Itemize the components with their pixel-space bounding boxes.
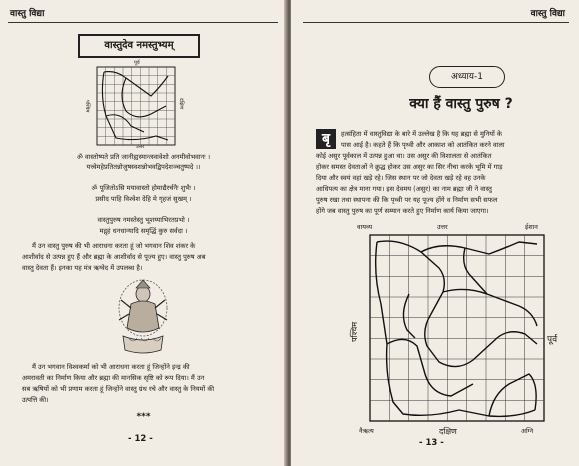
left-para1-line-2: आशीर्वाद से उत्पन्न हुए हैं और ब्रह्मा के आशीर्वाद से पूज्य हुए। वास्तु पुरुष अब [22,253,206,261]
left-page [0,0,287,466]
left-running-header: वास्तु विद्या [10,9,45,19]
right-para-line-7: पुरुष रखा तथा स्थापना की कि पृथ्वी पर यह पूज्य होंगे व निर्माण सभी सफल [316,196,498,204]
right-para-line-1: हत्संहिता में वास्तुविद्या के बारे में उल्लेख है कि यह ब्रह्मा से मुनियों के [341,130,502,138]
label-vayavya: वायव्य [357,223,373,231]
right-para-line-3: कोई असुर पूर्वकाल में उत्पन्न हुआ था। उस असुर की विशालता से आतंकित [316,152,492,160]
right-para-line-8: होंगे जब वास्तु पुरुष का पूर्ण सम्मान करते हुए निर्माण कार्य किया जाएगा। [316,207,489,215]
left-para1-line-3: वास्तु देवता हैं। इनका यह मंत्र ऋग्वेद में उपलब्ध है। [22,264,143,272]
mini-vastu-grid [96,66,176,146]
label-uttar: उत्तर [437,223,448,231]
right-para-line-5: दिया और स्वयं वहां खड़े रहे। जिस स्थान पर जो देवता खड़े रहे वह उनके [316,174,486,182]
asterisks: *** [136,412,151,422]
left-para2-line-1: मैं उन भगवान विश्वकर्मा को भी आराधना करता हूं जिन्होंने इन्द्र की [32,363,190,371]
left-para2-line-3: सब ऋषियों को भी प्रणाम करता हूं जिन्होंने वास्तु ग्रंथ रचे और वास्तु के नियमों की [22,385,215,393]
mini-label-top: पूर्व [134,60,140,66]
right-para-line-6: आधिपत्य का क्षेत्र माना गया। इस देवमय (असुर) का नाम ब्रह्मा जी ने वास्तु [316,185,492,193]
mantra-line-1: ॐ वास्तोष्पते प्रति जानीह्यस्मान्त्स्वावेशो अनमीवोभवानः । [76,153,211,161]
mini-label-bottom: उत्तर [136,144,145,150]
right-page [291,0,579,466]
right-page-number: - 13 - [419,438,444,448]
mantra-line-3: ॐ पूजितोऽसि मयावास्तो होमाद्यैरर्चनैः शुभैः । [91,184,196,192]
right-header-rule [303,22,569,23]
box-title: वास्तुदेव नमस्तुभ्यम् [78,34,200,58]
mantra-line-6: मद्गृहं धनधान्यादि समृद्धिं कुरु सर्वदा । [99,227,188,235]
drop-cap: बृ [316,129,336,149]
label-agni: अग्नि [521,427,534,435]
left-para2-line-4: उत्पत्ति की। [22,396,49,404]
deity-illustration [115,278,171,358]
vastu-purusha-grid [369,234,545,422]
mantra-line-2: यत्त्वेमहेप्रतितन्नोजुषस्वशन्नोभवद्विपदेशञ्चतुष्पदे ।। [86,163,201,171]
label-nairitya: नैऋत्य [359,427,374,435]
label-ishan: ईशान [525,223,538,231]
mantra-line-4: प्रसीद पाहि विश्वेश देहि मे गृहजं सुखम् । [95,195,192,203]
mini-label-left: पश्चिम [84,100,90,113]
label-dakshin: दक्षिण [439,427,457,436]
label-purva: पूर्व [547,335,558,345]
right-para-line-4: होकर समस्त देवताओं ने क्रुद्ध होकर उस असुर का सिर नीचा करके भूमि में गाड़ [316,163,503,171]
left-page-number: - 12 - [128,434,153,444]
right-running-header: वास्तु विद्या [530,9,565,19]
mantra-line-5: वास्तुपुरुष नमस्तेस्तु भूशय्याभिरतप्रभो । [97,216,190,224]
left-header-rule [8,22,278,23]
mini-label-right: दक्षिण [178,98,184,110]
label-paschim: पश्चिम [350,322,359,342]
left-para1-line-1: मैं उन वास्तु पुरुष की भी आराधना करता हूं जो भगवान शिव शंकर के [32,242,196,250]
right-para-line-2: पास आई है। कहते हैं कि पृथ्वी और आकाश को आतंकित करने वाला [341,141,505,149]
chapter-badge: अध्याय-1 [429,66,505,88]
chapter-title: क्या हैं वास्तु पुरुष ? [409,96,513,112]
left-para2-line-2: अमरावती का निर्माण किया और ब्रह्मा की मानसिक सृष्टि को रूप दिया। मैं उन [22,374,205,382]
